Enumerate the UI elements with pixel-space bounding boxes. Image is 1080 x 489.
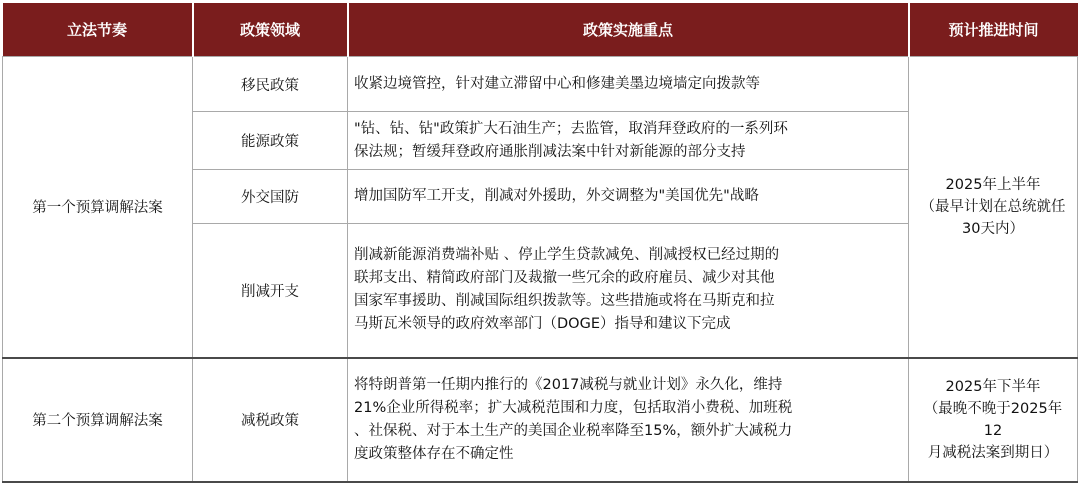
expected-time-line: 2025年下半年: [945, 378, 1041, 395]
expected-time-line: （最早计划在总统就任: [920, 198, 1066, 215]
policy-focus-line: 增加国防军工开支，削减对外援助，外交调整为"美国优先"战略: [354, 188, 759, 204]
table-row: [3, 358, 1078, 482]
policy-focus-line: 削减新能源消费端补贴 、停止学生贷款减免、削减授权已经过期的: [354, 247, 780, 264]
policy-area: 能源政策: [241, 134, 299, 150]
policy-area: 外交国防: [241, 190, 299, 206]
policy-area-cell: [193, 170, 348, 224]
policy-focus-line: 收紧边境管控，针对建立滞留中心和修建美墨边境墙定向拨款等: [354, 75, 760, 92]
policy-area: 减税政策: [241, 413, 299, 429]
table-row: [3, 57, 1078, 112]
policy-area-cell: [193, 224, 348, 358]
policy-focus-line: 联邦支出、精简政府部门及裁撤一些冗余的政府雇员、减少对其他: [354, 270, 775, 287]
policy-area: 削减开支: [241, 283, 299, 300]
policy-focus-line: 度政策整体存在不确定性: [354, 445, 514, 462]
policy-focus-cell: [348, 112, 909, 170]
policy-area: 移民政策: [241, 77, 299, 94]
policy-focus-line: "钻、钻、钻"政策扩大石油生产；去监管，取消拜登政府的一系列环: [354, 120, 788, 137]
legislative-policy-table: [2, 3, 1078, 483]
policy-focus-line: 马斯瓦米领导的政府效率部门（DOGE）指导和建议下完成: [354, 316, 731, 333]
policy-area-cell: [193, 57, 348, 112]
header-policy-focus: 政策实施重点: [348, 3, 909, 57]
expected-time-line: 30天内）: [962, 220, 1024, 237]
policy-focus-line: 将特朗普第一任期内推行的《2017减税与就业计划》永久化，维持: [354, 376, 783, 393]
bill-name: 第一个预算调解法案: [32, 200, 163, 217]
header-legislative-rhythm: 立法节奏: [3, 3, 193, 57]
policy-focus-cell: [348, 57, 909, 112]
policy-focus-line: 21%企业所得税率；扩大减税范围和力度，包括取消小费税、加班税: [354, 399, 793, 416]
bill-name-cell: [3, 358, 193, 482]
bill-name: 第二个预算调解法案: [32, 413, 163, 429]
policy-focus-line: 、社保税、对于本土生产的美国企业税率降至15%，额外扩大减税力: [354, 422, 793, 439]
expected-time-line: 月减税法案到期日）: [927, 444, 1059, 461]
policy-focus-line: 保法规；暂缓拜登政府通胀削减法案中针对新能源的部分支持: [354, 143, 746, 160]
policy-focus-cell: [348, 170, 909, 224]
policy-area-cell: [193, 112, 348, 170]
expected-time-cell: [909, 57, 1078, 358]
table-header-row: [3, 3, 1078, 57]
policy-area-cell: [193, 358, 348, 482]
policy-focus-line: 国家军事援助、削减国际组织拨款等。这些措施或将在马斯克和拉: [354, 293, 775, 310]
policy-focus-cell: [348, 358, 909, 482]
policy-focus-cell: [348, 224, 909, 358]
expected-time-line: 2025年上半年: [945, 176, 1041, 193]
expected-time-line: （最晚不晚于2025年12: [923, 400, 1063, 439]
header-expected-time: 预计推进时间: [909, 3, 1078, 57]
header-policy-area: 政策领域: [193, 3, 348, 57]
expected-time-cell: [909, 358, 1078, 482]
bill-name-cell: [3, 57, 193, 358]
